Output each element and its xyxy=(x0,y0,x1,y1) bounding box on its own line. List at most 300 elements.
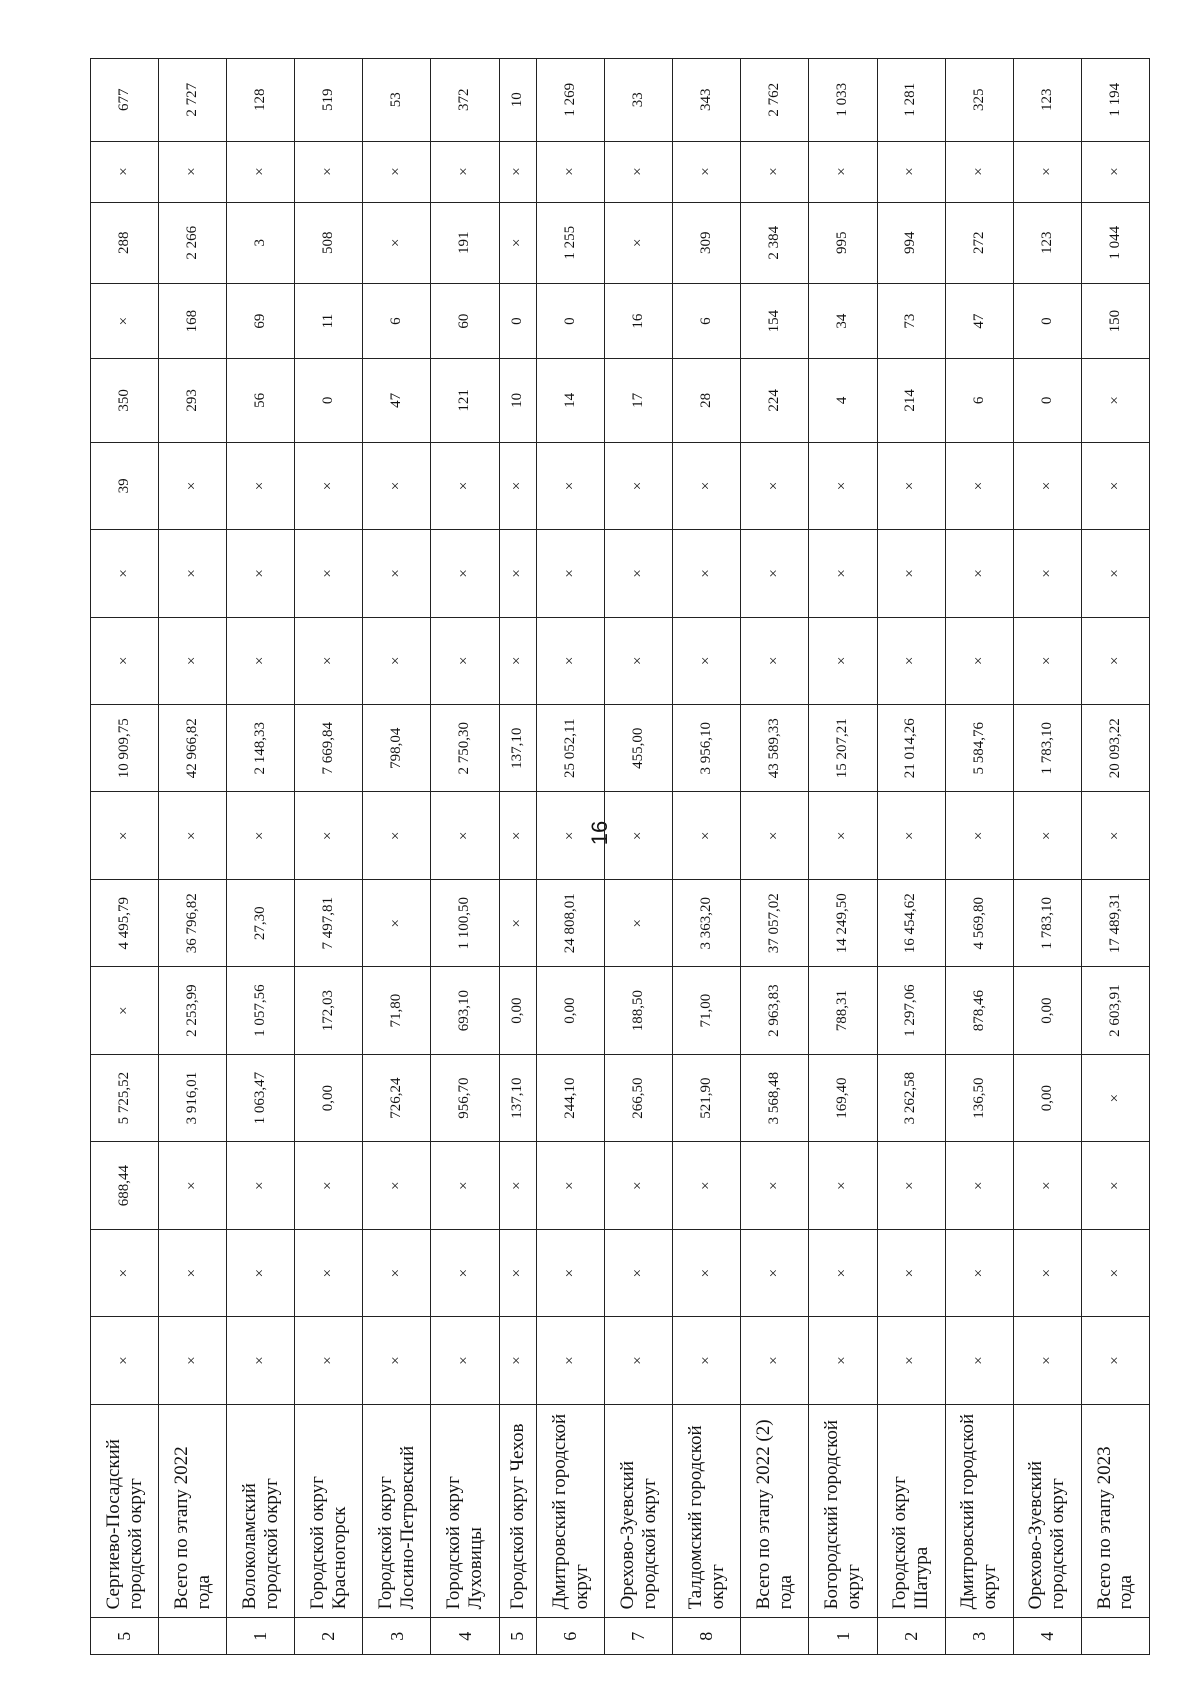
table-cell: 1 269 xyxy=(537,59,605,142)
table-cell: × xyxy=(877,1229,945,1316)
table-cell: 154 xyxy=(741,283,809,358)
table-cell: × xyxy=(809,1142,877,1229)
table-row xyxy=(295,59,363,1655)
district-name: Дмитровский городской округ xyxy=(945,1404,1013,1618)
table-cell: × xyxy=(673,530,741,617)
table-cell: × xyxy=(499,202,537,283)
table-cell: 28 xyxy=(673,359,741,442)
table-cell: 3 262,58 xyxy=(877,1054,945,1141)
table-cell: × xyxy=(673,141,741,202)
table-cell: 7 497,81 xyxy=(295,879,363,966)
table-cell: 2 266 xyxy=(159,202,227,283)
table-cell: × xyxy=(1081,141,1149,202)
table-cell: × xyxy=(363,530,431,617)
table-cell: 10 xyxy=(499,59,537,142)
table-cell: × xyxy=(295,1142,363,1229)
table-cell: × xyxy=(1013,1142,1081,1229)
table-cell: 693,10 xyxy=(431,967,499,1054)
table-cell: × xyxy=(431,442,499,529)
table-cell: 60 xyxy=(431,283,499,358)
table-cell: × xyxy=(499,792,537,879)
table-cell: × xyxy=(363,1229,431,1316)
table-cell: 455,00 xyxy=(605,705,673,792)
district-name: Городской округ Красногорск xyxy=(295,1404,363,1618)
table-cell: × xyxy=(605,792,673,879)
table-cell: × xyxy=(877,442,945,529)
table-cell: 27,30 xyxy=(227,879,295,966)
table-cell: × xyxy=(91,792,159,879)
table-cell: 1 033 xyxy=(809,59,877,142)
table-cell: 3 363,20 xyxy=(673,879,741,966)
table-cell: 1 063,47 xyxy=(227,1054,295,1141)
district-name: Городской округ Шатура xyxy=(877,1404,945,1618)
table-cell: × xyxy=(363,442,431,529)
table-cell: × xyxy=(945,1317,1013,1404)
table-cell: 2 963,83 xyxy=(741,967,809,1054)
table-cell: × xyxy=(1081,442,1149,529)
table-cell: 191 xyxy=(431,202,499,283)
table-cell: 0,00 xyxy=(1013,1054,1081,1141)
district-name: Городской округ Чехов xyxy=(499,1404,537,1618)
table-cell: × xyxy=(1013,792,1081,879)
table-cell: 37 057,02 xyxy=(741,879,809,966)
row-index: 7 xyxy=(605,1618,673,1655)
table-cell: × xyxy=(159,530,227,617)
table-cell: × xyxy=(673,1317,741,1404)
table-cell: 0 xyxy=(537,283,605,358)
district-name: Сергиево-Посадский городской округ xyxy=(91,1404,159,1618)
table-cell: 14 xyxy=(537,359,605,442)
table-cell: 188,50 xyxy=(605,967,673,1054)
table-cell: 726,24 xyxy=(363,1054,431,1141)
table-cell: × xyxy=(295,141,363,202)
district-name: Городской округ Луховицы xyxy=(431,1404,499,1618)
table-cell: 168 xyxy=(159,283,227,358)
table-cell: × xyxy=(1013,617,1081,704)
district-name: Талдомский городской округ xyxy=(673,1404,741,1618)
table-cell: 214 xyxy=(877,359,945,442)
table-cell: 0 xyxy=(1013,283,1081,358)
row-index: 1 xyxy=(809,1618,877,1655)
table-cell: × xyxy=(809,1317,877,1404)
table-cell: × xyxy=(431,1142,499,1229)
table-cell: 4 569,80 xyxy=(945,879,1013,966)
table-cell: 6 xyxy=(945,359,1013,442)
table-cell: × xyxy=(159,1229,227,1316)
table-cell: 42 966,82 xyxy=(159,705,227,792)
table-cell: 47 xyxy=(363,359,431,442)
table-cell: × xyxy=(91,1317,159,1404)
table-cell: 1 057,56 xyxy=(227,967,295,1054)
table-cell: × xyxy=(1013,1229,1081,1316)
table-cell: × xyxy=(1081,530,1149,617)
data-table xyxy=(90,58,1150,1655)
table-cell: 0 xyxy=(499,283,537,358)
table-cell: 123 xyxy=(1013,59,1081,142)
table-cell: × xyxy=(537,530,605,617)
table-cell: × xyxy=(537,617,605,704)
table-cell: × xyxy=(945,1229,1013,1316)
table-cell: 128 xyxy=(227,59,295,142)
table-cell: × xyxy=(673,617,741,704)
row-index xyxy=(1081,1618,1149,1655)
district-name: Всего по этапу 2022 (2) года xyxy=(741,1404,809,1618)
table-cell: 16 454,62 xyxy=(877,879,945,966)
table-cell: × xyxy=(431,530,499,617)
table-cell: 36 796,82 xyxy=(159,879,227,966)
table-row xyxy=(877,59,945,1655)
table-cell: × xyxy=(91,1229,159,1316)
table-cell: × xyxy=(227,530,295,617)
rotated-table-wrapper xyxy=(90,58,1150,1655)
table-cell: 17 xyxy=(605,359,673,442)
table-cell: 56 xyxy=(227,359,295,442)
table-cell: 71,00 xyxy=(673,967,741,1054)
table-cell: × xyxy=(877,1317,945,1404)
table-cell: 350 xyxy=(91,359,159,442)
table-cell: × xyxy=(877,141,945,202)
table-cell: 25 052,11 xyxy=(537,705,605,792)
row-index: 2 xyxy=(877,1618,945,1655)
table-cell: × xyxy=(877,792,945,879)
table-cell: × xyxy=(945,617,1013,704)
table-cell: × xyxy=(1081,1229,1149,1316)
table-cell: 0 xyxy=(1013,359,1081,442)
table-cell: × xyxy=(605,617,673,704)
district-name: Всего по этапу 2022 года xyxy=(159,1404,227,1618)
table-cell: 53 xyxy=(363,59,431,142)
table-cell: × xyxy=(363,879,431,966)
table-row xyxy=(537,59,605,1655)
table-cell: × xyxy=(741,617,809,704)
table-cell: × xyxy=(1081,617,1149,704)
table-cell: 677 xyxy=(91,59,159,142)
table-cell: × xyxy=(499,1229,537,1316)
table-row xyxy=(673,59,741,1655)
table-cell: × xyxy=(605,530,673,617)
table-cell: × xyxy=(295,617,363,704)
table-cell: × xyxy=(91,617,159,704)
table-cell: × xyxy=(363,1142,431,1229)
table-cell: 1 297,06 xyxy=(877,967,945,1054)
table-cell: × xyxy=(605,879,673,966)
table-cell: 5 725,52 xyxy=(91,1054,159,1141)
table-cell: × xyxy=(499,1317,537,1404)
table-cell: × xyxy=(1081,792,1149,879)
table-cell: 123 xyxy=(1013,202,1081,283)
table-cell: 1 194 xyxy=(1081,59,1149,142)
table-cell: × xyxy=(1081,1142,1149,1229)
table-cell: 34 xyxy=(809,283,877,358)
table-cell: 136,50 xyxy=(945,1054,1013,1141)
table-cell: × xyxy=(741,1229,809,1316)
table-cell: 2 148,33 xyxy=(227,705,295,792)
district-name: Дмитровский городской округ xyxy=(537,1404,605,1618)
table-cell: × xyxy=(295,1229,363,1316)
table-cell: × xyxy=(673,792,741,879)
table-cell: × xyxy=(809,141,877,202)
table-cell: × xyxy=(673,1142,741,1229)
table-cell: 150 xyxy=(1081,283,1149,358)
table-cell: × xyxy=(363,1317,431,1404)
row-index: 5 xyxy=(91,1618,159,1655)
table-cell: 6 xyxy=(363,283,431,358)
table-cell: × xyxy=(295,792,363,879)
row-index: 8 xyxy=(673,1618,741,1655)
table-cell: × xyxy=(537,1229,605,1316)
row-index: 6 xyxy=(537,1618,605,1655)
table-cell: × xyxy=(605,1229,673,1316)
table-cell: 288 xyxy=(91,202,159,283)
row-index: 5 xyxy=(499,1618,537,1655)
table-cell: × xyxy=(537,1317,605,1404)
table-cell: 69 xyxy=(227,283,295,358)
table-row xyxy=(809,59,877,1655)
table-cell: × xyxy=(499,442,537,529)
table-cell: × xyxy=(1013,1317,1081,1404)
table-cell: 24 808,01 xyxy=(537,879,605,966)
table-cell: × xyxy=(363,792,431,879)
table-cell: 73 xyxy=(877,283,945,358)
table-cell: 508 xyxy=(295,202,363,283)
table-cell: 16 xyxy=(605,283,673,358)
district-name: Всего по этапу 2023 года xyxy=(1081,1404,1149,1618)
table-cell: 2 727 xyxy=(159,59,227,142)
table-cell: × xyxy=(1081,1317,1149,1404)
table-cell: × xyxy=(809,442,877,529)
table-cell: 39 xyxy=(91,442,159,529)
table-cell: × xyxy=(877,1142,945,1229)
district-name: Орехово-Зуевский городской округ xyxy=(605,1404,673,1618)
table-cell: 10 909,75 xyxy=(91,705,159,792)
table-cell: × xyxy=(1013,141,1081,202)
table-cell: 10 xyxy=(499,359,537,442)
table-cell: 688,44 xyxy=(91,1142,159,1229)
table-cell: × xyxy=(363,141,431,202)
table-cell: 0,00 xyxy=(537,967,605,1054)
table-cell: 3 916,01 xyxy=(159,1054,227,1141)
table-cell: × xyxy=(295,442,363,529)
table-cell: 1 783,10 xyxy=(1013,879,1081,966)
table-cell: × xyxy=(877,617,945,704)
row-index: 2 xyxy=(295,1618,363,1655)
table-cell: 137,10 xyxy=(499,705,537,792)
table-cell: 20 093,22 xyxy=(1081,705,1149,792)
table-cell: 2 384 xyxy=(741,202,809,283)
table-cell: 172,03 xyxy=(295,967,363,1054)
table-cell: 521,90 xyxy=(673,1054,741,1141)
table-cell: 33 xyxy=(605,59,673,142)
table-cell: 15 207,21 xyxy=(809,705,877,792)
table-cell: 4 495,79 xyxy=(91,879,159,966)
table-cell: × xyxy=(741,1142,809,1229)
table-cell: 7 669,84 xyxy=(295,705,363,792)
row-index xyxy=(159,1618,227,1655)
table-cell: 2 603,91 xyxy=(1081,967,1149,1054)
table-cell: × xyxy=(809,1229,877,1316)
table-cell: 788,31 xyxy=(809,967,877,1054)
table-cell: 224 xyxy=(741,359,809,442)
table-cell: × xyxy=(159,141,227,202)
table-cell: × xyxy=(227,1142,295,1229)
table-row xyxy=(363,59,431,1655)
table-cell: × xyxy=(537,792,605,879)
table-cell: × xyxy=(605,1142,673,1229)
table-cell: 43 589,33 xyxy=(741,705,809,792)
table-cell: × xyxy=(295,530,363,617)
table-cell: × xyxy=(499,1142,537,1229)
table-cell: 878,46 xyxy=(945,967,1013,1054)
table-cell: 309 xyxy=(673,202,741,283)
table-cell: × xyxy=(159,617,227,704)
table-cell: × xyxy=(227,792,295,879)
table-cell: 2 762 xyxy=(741,59,809,142)
page-number: 16 xyxy=(587,820,612,846)
table-row xyxy=(91,59,159,1655)
table-row xyxy=(1081,59,1149,1655)
table-row xyxy=(431,59,499,1655)
table-cell: 169,40 xyxy=(809,1054,877,1141)
row-index: 3 xyxy=(945,1618,1013,1655)
table-cell: × xyxy=(499,141,537,202)
table-cell: 3 xyxy=(227,202,295,283)
table-cell: 995 xyxy=(809,202,877,283)
table-cell: × xyxy=(363,617,431,704)
table-cell: × xyxy=(537,442,605,529)
table-cell: × xyxy=(809,530,877,617)
table-cell: 293 xyxy=(159,359,227,442)
table-cell: × xyxy=(227,141,295,202)
table-cell: × xyxy=(159,1317,227,1404)
table-cell: × xyxy=(431,1317,499,1404)
table-cell: 121 xyxy=(431,359,499,442)
table-row xyxy=(605,59,673,1655)
table-cell: × xyxy=(91,283,159,358)
table-cell: × xyxy=(227,1229,295,1316)
table-row xyxy=(945,59,1013,1655)
table-cell: × xyxy=(945,530,1013,617)
table-cell: × xyxy=(741,792,809,879)
district-name: Волоколамский городской округ xyxy=(227,1404,295,1618)
table-cell: 0,00 xyxy=(1013,967,1081,1054)
table-cell: × xyxy=(605,202,673,283)
table-cell: × xyxy=(227,1317,295,1404)
table-cell: 994 xyxy=(877,202,945,283)
table-cell: 5 584,76 xyxy=(945,705,1013,792)
district-name: Богородский городской округ xyxy=(809,1404,877,1618)
table-cell: × xyxy=(1013,442,1081,529)
table-row xyxy=(499,59,537,1655)
table-cell: × xyxy=(1081,359,1149,442)
table-cell: × xyxy=(431,792,499,879)
table-cell: 47 xyxy=(945,283,1013,358)
table-cell: 3 956,10 xyxy=(673,705,741,792)
table-row xyxy=(227,59,295,1655)
table-cell: × xyxy=(91,530,159,617)
table-cell: 0 xyxy=(295,359,363,442)
district-name: Городской округ Лосино-Петровский xyxy=(363,1404,431,1618)
table-row xyxy=(741,59,809,1655)
table-cell: × xyxy=(673,442,741,529)
table-cell: × xyxy=(877,530,945,617)
table-cell: 4 xyxy=(809,359,877,442)
table-cell: × xyxy=(945,442,1013,529)
table-cell: × xyxy=(673,1229,741,1316)
table-cell: 2 750,30 xyxy=(431,705,499,792)
table-cell: 325 xyxy=(945,59,1013,142)
table-cell: 3 568,48 xyxy=(741,1054,809,1141)
row-index: 3 xyxy=(363,1618,431,1655)
table-cell: × xyxy=(809,792,877,879)
table-cell: 1 783,10 xyxy=(1013,705,1081,792)
table-row xyxy=(1013,59,1081,1655)
table-cell: 21 014,26 xyxy=(877,705,945,792)
table-cell: × xyxy=(1013,530,1081,617)
table-cell: 372 xyxy=(431,59,499,142)
table-cell: × xyxy=(499,530,537,617)
row-index: 4 xyxy=(431,1618,499,1655)
table-cell: × xyxy=(431,141,499,202)
table-cell: 1 281 xyxy=(877,59,945,142)
row-index xyxy=(741,1618,809,1655)
table-cell: × xyxy=(741,1317,809,1404)
table-cell: 343 xyxy=(673,59,741,142)
table-cell: 266,50 xyxy=(605,1054,673,1141)
row-index: 4 xyxy=(1013,1618,1081,1655)
table-cell: × xyxy=(431,1229,499,1316)
table-cell: × xyxy=(227,442,295,529)
table-cell: × xyxy=(537,141,605,202)
table-cell: 1 255 xyxy=(537,202,605,283)
table-cell: × xyxy=(499,879,537,966)
table-cell: × xyxy=(363,202,431,283)
table-cell: × xyxy=(227,617,295,704)
table-cell: × xyxy=(809,617,877,704)
table-cell: 244,10 xyxy=(537,1054,605,1141)
table-cell: × xyxy=(605,1317,673,1404)
table-cell: × xyxy=(741,141,809,202)
table-cell: × xyxy=(945,141,1013,202)
table-cell: × xyxy=(159,1142,227,1229)
table-cell: × xyxy=(741,442,809,529)
table-cell: × xyxy=(605,442,673,529)
table-cell: × xyxy=(159,442,227,529)
table-cell: 14 249,50 xyxy=(809,879,877,966)
table-cell: 0,00 xyxy=(499,967,537,1054)
district-name: Орехово-Зуевский городской округ xyxy=(1013,1404,1081,1618)
table-cell: 1 044 xyxy=(1081,202,1149,283)
table-cell: × xyxy=(91,141,159,202)
table-cell: × xyxy=(537,1142,605,1229)
table-cell: 272 xyxy=(945,202,1013,283)
table-cell: 798,04 xyxy=(363,705,431,792)
table-cell: 0,00 xyxy=(295,1054,363,1141)
table-cell: × xyxy=(741,530,809,617)
table-cell: 71,80 xyxy=(363,967,431,1054)
table-cell: 519 xyxy=(295,59,363,142)
row-index: 1 xyxy=(227,1618,295,1655)
table-cell: × xyxy=(1081,1054,1149,1141)
table-cell: 1 100,50 xyxy=(431,879,499,966)
table-cell: 17 489,31 xyxy=(1081,879,1149,966)
table-cell: × xyxy=(945,792,1013,879)
table-cell: 137,10 xyxy=(499,1054,537,1141)
table-cell: × xyxy=(945,1142,1013,1229)
table-cell: × xyxy=(159,792,227,879)
table-cell: × xyxy=(91,967,159,1054)
table-row xyxy=(159,59,227,1655)
table-cell: × xyxy=(605,141,673,202)
